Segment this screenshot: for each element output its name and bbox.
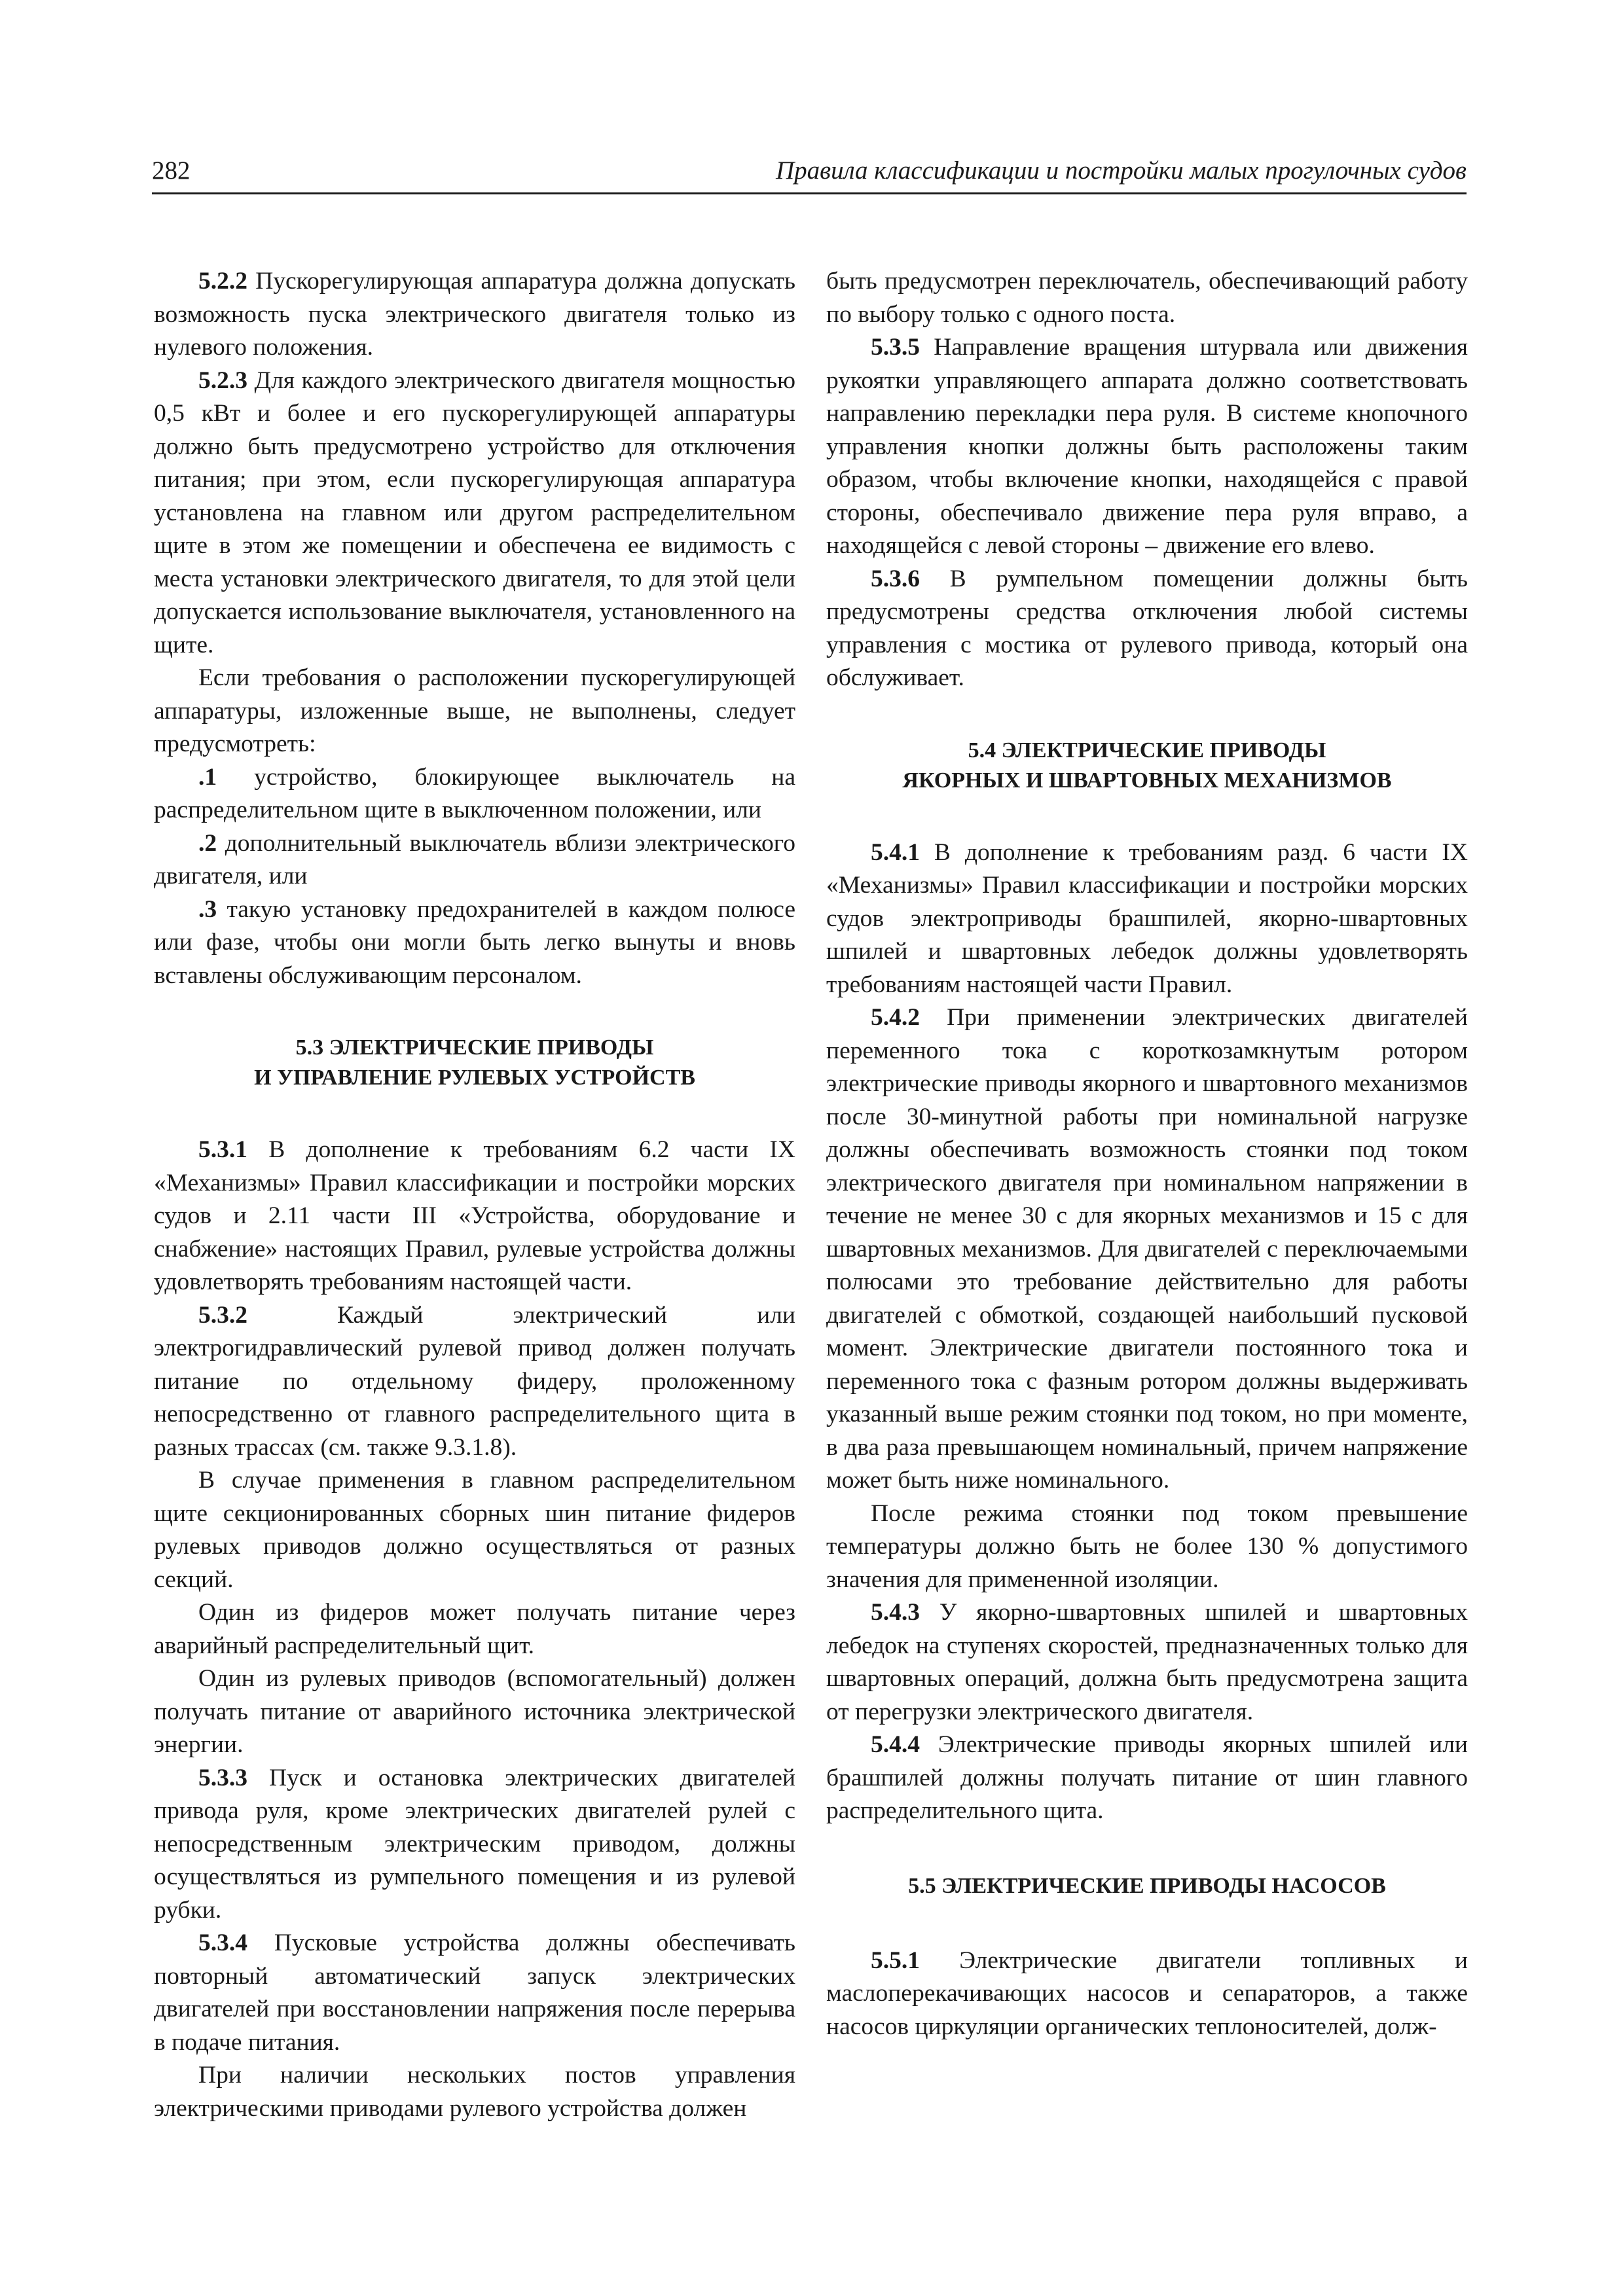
paragraph-text: Электрические двигатели топливных и маслоперекачивающих насосов и сепараторов, а также насосов циркуляции органических теплоносителей, долж-	[826, 1946, 1468, 2040]
heading-line: ЯКОРНЫХ И ШВАРТОВНЫХ МЕХАНИЗМОВ	[902, 768, 1392, 793]
clause-number: 5.3.5	[871, 334, 920, 361]
paragraph-5-2-2	[154, 265, 795, 365]
item-number: .1	[198, 763, 217, 791]
paragraph-text: Один из фидеров может получать питание через аварийный распределительный щит.	[154, 1599, 795, 1659]
paragraph-text: Электрические приводы якорных шпилей или брашпилей должны получать питание от шин главного распределительного щита.	[826, 1731, 1468, 1824]
clause-number: 5.4.3	[871, 1599, 920, 1626]
clause-number: 5.3.6	[871, 565, 920, 592]
paragraph-5-5-1	[826, 1945, 1468, 2044]
item-number: .2	[198, 829, 217, 857]
paragraph-5-3-2-d	[154, 1662, 795, 1762]
heading-line: И УПРАВЛЕНИЕ РУЛЕВЫХ УСТРОЙСТВ	[254, 1066, 695, 1090]
left-column	[154, 265, 795, 2125]
paragraph-text: В случае применения в главном распределительном щите секционированных сборных шин питание фидеров рулевых приводов должно осуществляться от разных секций.	[154, 1467, 795, 1593]
paragraph-text: При наличии нескольких постов управления электрическими приводами рулевого устройства должен	[154, 2062, 795, 2122]
clause-number: 5.4.2	[871, 1004, 920, 1031]
paragraph-text: У якорно-швартовных шпилей и швартовных лебедок на ступенях скоростей, предназначенных только для швартовных операций, должна быть предусмотрена защита от перегрузки электрического двигателя.	[826, 1599, 1468, 1725]
paragraph-text: быть предусмотрен переключатель, обеспечивающий работу по выбору только с одного поста.	[826, 268, 1468, 328]
list-item-2	[154, 827, 795, 893]
paragraph-5-4-3	[826, 1596, 1468, 1729]
paragraph-5-3-2	[154, 1299, 795, 1465]
paragraph-text: При применении электрических двигателей переменного тока с короткозамкнутым ротором электрические приводы якорного и швартовного механизмов после 30-минутной работы при номинальной нагрузке должны обеспечивать возможность стоянки под током электрического двигателя при номинальном напряжении в течение не менее 30 с для якорных механизмов и 15 с для швартовных механизмов. Для двигателей с переключаемыми полюсами это требование действительно для работы двигателей с обмоткой, создающей наибольший пусковой момент. Электрические двигатели постоянного тока и переменного тока с фазным ротором должны выдерживать указанный выше режим стоянки под током, но при моменте, в два раза превышающем номинальный, причем напряжение может быть ниже номинального.	[826, 1004, 1468, 1494]
paragraph-5-4-2	[826, 1001, 1468, 1498]
paragraph-5-4-1	[826, 836, 1468, 1002]
heading-line: 5.4 ЭЛЕКТРИЧЕСКИЕ ПРИВОДЫ	[968, 738, 1326, 762]
paragraph-5-3-2-b	[154, 1464, 795, 1596]
clause-number: 5.3.2	[198, 1301, 247, 1329]
paragraph-text: Если требования о расположении пускорегулирующей аппаратуры, изложенные выше, не выполнены, следует предусмотреть:	[154, 664, 795, 757]
clause-number: 5.4.1	[871, 838, 920, 866]
clause-number: 5.2.2	[198, 268, 247, 295]
paragraph-5-2-3-cont	[154, 662, 795, 761]
page-number: 282	[152, 156, 191, 185]
section-heading-5-3	[154, 1033, 795, 1093]
paragraph-text: Для каждого электрического двигателя мощностью 0,5 кВт и более и его пускорегулирующей аппаратуры должно быть предусмотрено устройство для отключения питания; при этом, если пускорегулирующая аппаратура установлена на главном или другом распределительном щите в этом же помещении и обеспечена ее видимость с места установки электрического двигателя, то для этой цели допускается использование выключателя, установленного на щите.	[154, 367, 795, 658]
item-text: дополнительный выключатель вблизи электрического двигателя, или	[154, 829, 795, 889]
clause-number: 5.3.3	[198, 1764, 247, 1791]
clause-number: 5.5.1	[871, 1946, 920, 1974]
clause-number: 5.3.1	[198, 1136, 247, 1163]
paragraph-text: Пуск и остановка электрических двигателей привода руля, кроме электрических двигателей рулей с непосредственным электрическим приводом, должны осуществляться из румпельного помещения и из рулевой рубки.	[154, 1764, 795, 1924]
paragraph-text: В дополнение к требованиям разд. 6 части IX «Механизмы» Правил классификации и постройки морских судов электроприводы брашпилей, якорно-швартовных шпилей и швартовных лебедок должны удовлетворять требованиям настоящей части Правил.	[826, 838, 1468, 998]
item-text: устройство, блокирующее выключатель на распределительном щите в выключенном положении, или	[154, 763, 795, 823]
clause-number: 5.3.4	[198, 1929, 247, 1956]
clause-number: 5.2.3	[198, 367, 247, 394]
section-heading-5-5: 5.5 ЭЛЕКТРИЧЕСКИЕ ПРИВОДЫ НАСОСОВ	[908, 1873, 1386, 1898]
paragraph-text: Пускорегулирующая аппаратура должна допускать возможность пуска электрического двигателя только из нулевого положения.	[154, 268, 795, 361]
heading-line: 5.3 ЭЛЕКТРИЧЕСКИЕ ПРИВОДЫ	[295, 1035, 654, 1060]
paragraph-text: Каждый электрический или электрогидравлический рулевой привод должен получать питание по отдельному фидеру, проложенному непосредственно от главного распределительного щита в разных трассах (см. также 9.3.1.8).	[154, 1301, 795, 1461]
clause-number: 5.4.4	[871, 1731, 920, 1758]
paragraph-5-3-3	[154, 1762, 795, 1928]
paragraph-text: Направление вращения штурвала или движения рукоятки управляющего аппарата должно соответствовать направлению перекладки пера руля. В системе кнопочного управления кнопки должны быть расположены таким образом, чтобы включение кнопки, находящейся с правой стороны, обеспечивало движение пера руля вправо, а находящейся с левой стороны – движение его влево.	[826, 334, 1468, 559]
paragraph-5-4-2-b	[826, 1498, 1468, 1597]
paragraph-5-3-2-c	[154, 1596, 795, 1662]
paragraph-text: Один из рулевых приводов (вспомогательный) должен получать питание от аварийного источника электрической энергии.	[154, 1665, 795, 1758]
list-item-1	[154, 761, 795, 827]
paragraph-text: После режима стоянки под током превышение температуры должно быть не более 130 % допустимого значения для примененной изоляции.	[826, 1499, 1468, 1593]
page-header	[152, 152, 1467, 194]
paragraph-5-2-3	[154, 365, 795, 662]
paragraph-5-3-1	[154, 1134, 795, 1299]
paragraph-text: Пусковые устройства должны обеспечивать повторный автоматический запуск электрических двигателей при восстановлении напряжения после перерыва в подаче питания.	[154, 1929, 795, 2056]
paragraph-5-3-6	[826, 563, 1468, 695]
paragraph-5-3-4	[154, 1927, 795, 2059]
item-number: .3	[198, 895, 217, 923]
paragraph-text: В дополнение к требованиям 6.2 части IX «Механизмы» Правил классификации и постройки морских судов и 2.11 части III «Устройства, оборудование и снабжение» настоящих Правил, рулевые устройства должны удовлетворять требованиям настоящей части.	[154, 1136, 795, 1295]
running-title: Правила классификации и постройки малых прогулочных судов	[775, 156, 1467, 185]
right-column	[826, 265, 1468, 2043]
list-item-3	[154, 893, 795, 993]
item-text: такую установку предохранителей в каждом полюсе или фазе, чтобы они могли быть легко вынуты и вновь вставлены обслуживающим персоналом.	[154, 895, 795, 989]
paragraph-5-3-5	[826, 331, 1468, 563]
section-heading-5-4	[826, 736, 1468, 796]
paragraph-5-3-4-b	[154, 2059, 795, 2125]
paragraph-text: В румпельном помещении должны быть предусмотрены средства отключения любой системы управления с мостика от рулевого привода, который она обслуживает.	[826, 565, 1468, 691]
paragraph-5-4-4	[826, 1729, 1468, 1828]
paragraph-continuation	[826, 265, 1468, 331]
